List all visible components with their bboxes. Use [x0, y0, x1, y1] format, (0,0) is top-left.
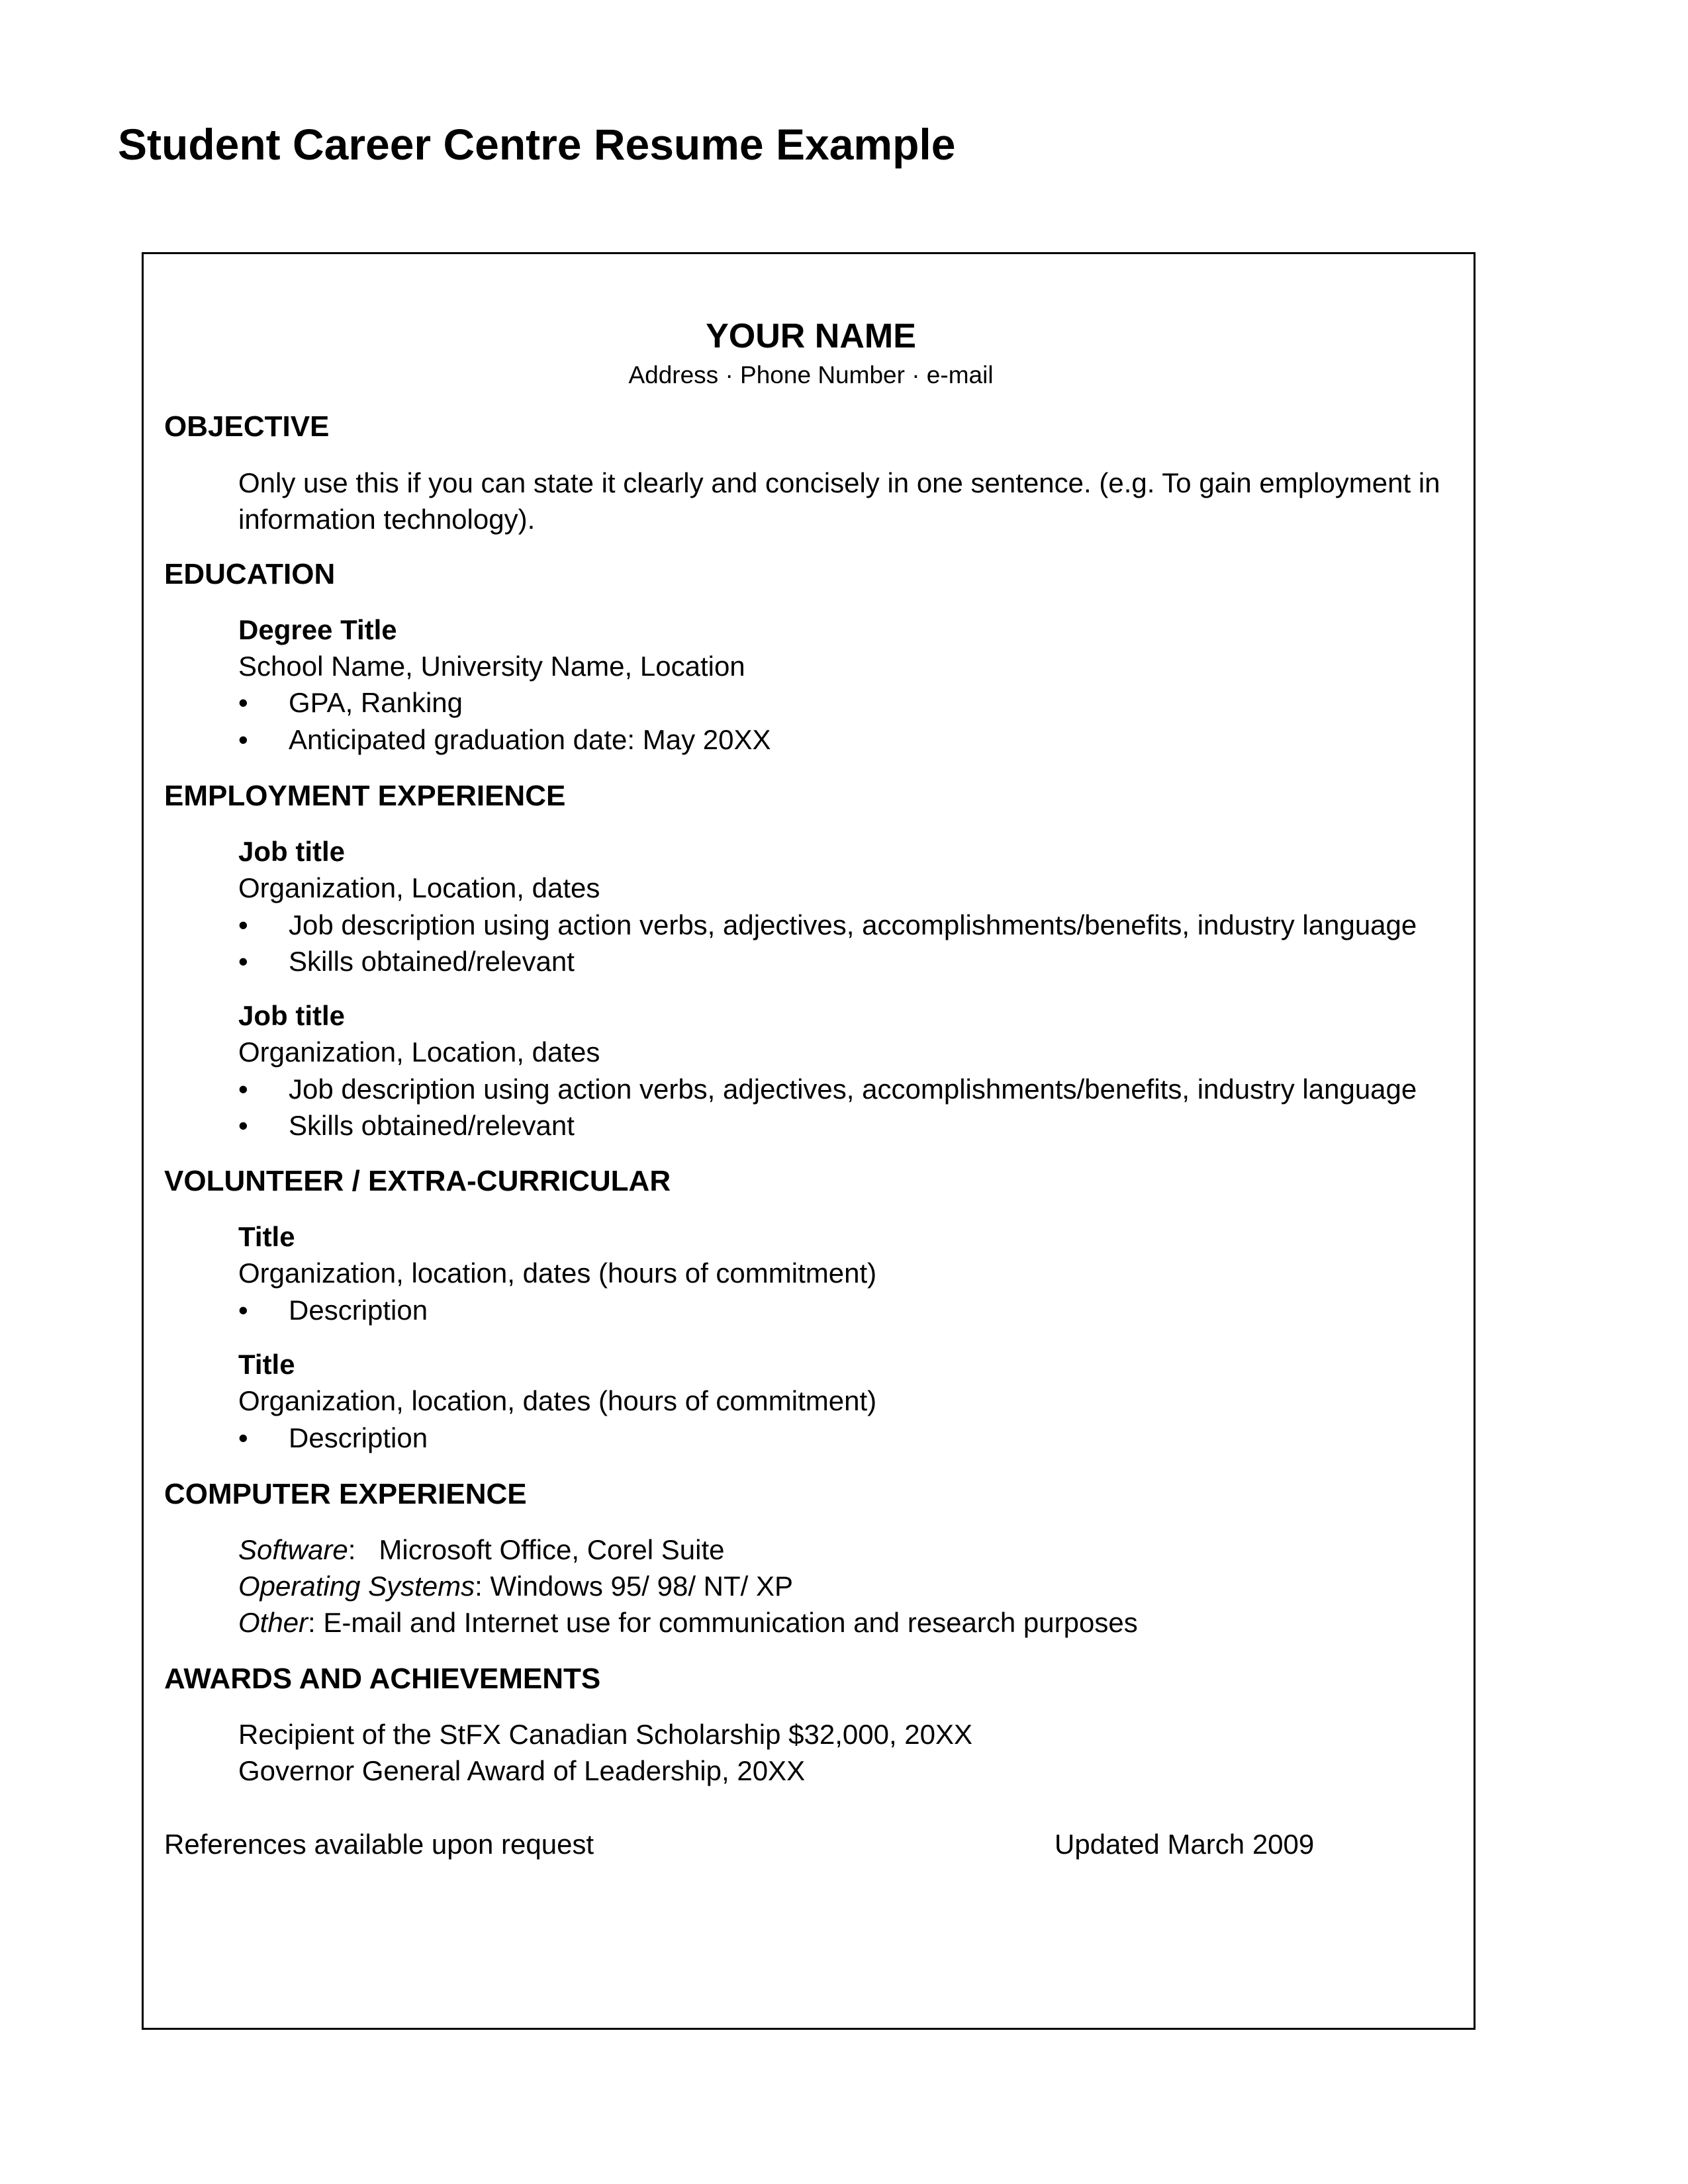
bullet-marker: • — [238, 1073, 248, 1105]
bullet-marker: • — [238, 1422, 248, 1453]
education-bullet: GPA, Ranking — [289, 687, 463, 718]
education-bullet: Anticipated graduation date: May 20XX — [289, 724, 771, 755]
awards-heading: AWARDS AND ACHIEVEMENTS — [164, 1662, 601, 1695]
bullet-marker: • — [238, 1110, 248, 1141]
volunteer-title: Title — [238, 1349, 295, 1380]
award-item: Governor General Award of Leadership, 20XX — [238, 1755, 806, 1786]
computer-heading: COMPUTER EXPERIENCE — [164, 1478, 527, 1510]
volunteer-bullet: Description — [289, 1422, 428, 1453]
volunteer-heading: VOLUNTEER / EXTRA-CURRICULAR — [164, 1165, 671, 1197]
volunteer-bullet: Description — [289, 1295, 428, 1326]
education-heading: EDUCATION — [164, 558, 336, 590]
objective-heading: OBJECTIVE — [164, 410, 330, 443]
employment-heading: EMPLOYMENT EXPERIENCE — [164, 780, 566, 812]
software-label: Software — [238, 1534, 348, 1565]
job-org: Organization, Location, dates — [238, 1036, 600, 1068]
job-bullet: Skills obtained/relevant — [289, 946, 575, 977]
bullet-marker: • — [238, 724, 248, 755]
other-label: Other — [238, 1607, 308, 1638]
job-org: Organization, Location, dates — [238, 872, 600, 903]
software-line — [238, 1534, 725, 1566]
resume-contact: Address · Phone Number · e-mail — [628, 361, 994, 388]
updated-date: Updated March 2009 — [1055, 1829, 1315, 1860]
other-line — [238, 1607, 1138, 1639]
degree-title: Degree Title — [238, 614, 397, 645]
objective-line-2: information technology). — [238, 504, 536, 535]
volunteer-title: Title — [238, 1221, 295, 1252]
job-title: Job title — [238, 1000, 346, 1031]
volunteer-org: Organization, location, dates (hours of commitment) — [238, 1385, 877, 1416]
job-bullet: Job description using action verbs, adjectives, accomplishments/benefits, industry language — [289, 909, 1417, 940]
os-line — [238, 1570, 793, 1602]
bullet-marker: • — [238, 1295, 248, 1326]
software-value: : Microsoft Office, Corel Suite — [348, 1534, 725, 1565]
resume-name: YOUR NAME — [706, 317, 916, 355]
bullet-marker: • — [238, 687, 248, 718]
os-label: Operating Systems — [238, 1570, 475, 1602]
page-title: Student Career Centre Resume Example — [118, 120, 956, 169]
school-line: School Name, University Name, Location — [238, 651, 745, 682]
bullet-marker: • — [238, 909, 248, 940]
volunteer-org: Organization, location, dates (hours of commitment) — [238, 1257, 877, 1289]
references-note: References available upon request — [164, 1829, 594, 1860]
other-value: : E-mail and Internet use for communication and research purposes — [308, 1607, 1138, 1638]
job-bullet: Job description using action verbs, adjectives, accomplishments/benefits, industry language — [289, 1073, 1417, 1105]
os-value: : Windows 95/ 98/ NT/ XP — [475, 1570, 794, 1602]
award-item: Recipient of the StFX Canadian Scholarship $32,000, 20XX — [238, 1719, 973, 1750]
job-bullet: Skills obtained/relevant — [289, 1110, 575, 1141]
job-title: Job title — [238, 836, 346, 867]
bullet-marker: • — [238, 946, 248, 977]
objective-line-1: Only use this if you can state it clearly and concisely in one sentence. (e.g. To gain employment in — [238, 467, 1440, 498]
